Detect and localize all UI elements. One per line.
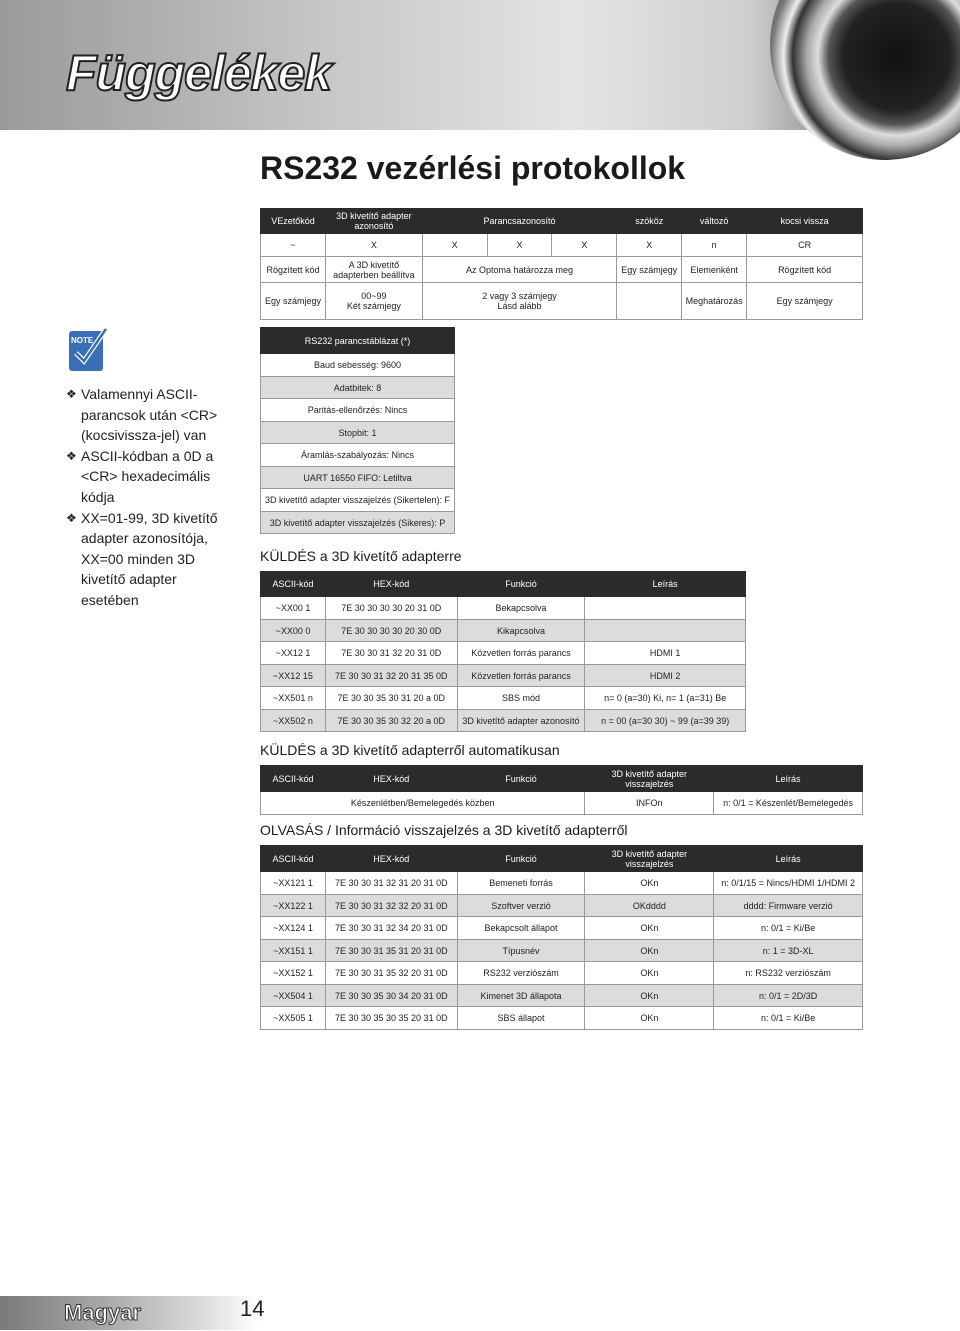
table-cell: n: 0/1/15 = Nincs/HDMI 1/HDMI 2 (714, 872, 863, 895)
table-cell: OKn (585, 985, 714, 1007)
table-cell: 7E 30 30 30 30 20 30 0D (325, 620, 457, 642)
header-cell: ASCII-kód (261, 766, 326, 792)
section-heading: KÜLDÉS a 3D kivetítő adapterről automatikusan (260, 742, 560, 758)
table-cell: Baud sebesség: 9600 (261, 354, 455, 377)
table-row (261, 710, 746, 732)
table-cell: ~XX124 1 (261, 917, 326, 940)
table-cell: 3D kivetítő adapter azonosító (457, 710, 585, 732)
table-cell: OKn (585, 917, 714, 940)
table-cell: Paritás-ellenőrzés: Nincs (261, 399, 455, 422)
cell-line: Lásd alább (497, 301, 542, 311)
header-cell: 3D kivetítő adapter visszajelzés (585, 846, 714, 872)
auto-table (260, 765, 863, 815)
header-cell: Leírás (714, 846, 863, 872)
table-cell: Készenlétben/Bemelegedés közben (261, 792, 585, 815)
table-cell: ~XX121 1 (261, 872, 326, 895)
table-cell: Közvetlen forrás parancs (457, 642, 585, 665)
table-cell: n = 00 (a=30 30) ~ 99 (a=39 39) (585, 710, 746, 732)
table-cell: ~XX502 n (261, 710, 326, 732)
table-cell: RS232 verziószám (457, 962, 585, 985)
table-cell: X (552, 234, 617, 257)
table-row (261, 642, 746, 665)
table-cell (585, 597, 746, 620)
table-cell: ~XX151 1 (261, 940, 326, 962)
header-cell: VEzetőkód (261, 209, 326, 234)
settings-table (260, 327, 455, 534)
note-text: ASCII-kódban a 0D a <CR> hexadecimális kódja (81, 447, 214, 505)
table-row (261, 665, 746, 687)
table-cell: n: 0/1 = Ki/Be (714, 1007, 863, 1030)
section-heading: KÜLDÉS a 3D kivetítő adapterre (260, 548, 462, 564)
format-table (260, 208, 863, 320)
table-row (261, 597, 746, 620)
table-cell: OKn (585, 1007, 714, 1030)
table-cell: CR (747, 234, 863, 257)
table-cell (325, 283, 422, 320)
cell-line: 00~99 (361, 291, 387, 301)
table-cell: OKdddd (585, 895, 714, 917)
header-cell: Leírás (585, 572, 746, 597)
table-cell: n: 0/1 = Ki/Be (714, 917, 863, 940)
table-cell: Elemenként (682, 257, 747, 283)
table-cell: Bemeneti forrás (457, 872, 585, 895)
header-cell: HEX-kód (325, 572, 457, 597)
table-cell: dddd: Firmware verzió (714, 895, 863, 917)
table-cell: Rögzített kód (261, 257, 326, 283)
table-cell: ~XX505 1 (261, 1007, 326, 1030)
table-cell: 7E 30 30 35 30 34 20 31 0D (325, 985, 457, 1007)
header-cell: ASCII-kód (261, 846, 326, 872)
table-cell: 7E 30 30 35 30 32 20 a 0D (325, 710, 457, 732)
table-row (261, 940, 863, 962)
header-cell: Parancsazonosító (422, 209, 617, 234)
page-title: RS232 vezérlési protokollok (260, 150, 686, 186)
footer-language: Magyar (64, 1300, 142, 1325)
table-row (261, 985, 863, 1007)
table-cell: 7E 30 30 31 32 31 20 31 0D (325, 872, 457, 895)
table-cell: ~ (261, 234, 326, 257)
table-cell (422, 283, 617, 320)
table-cell: ~XX504 1 (261, 985, 326, 1007)
cell-line: 2 vagy 3 számjegy (482, 291, 557, 301)
table-cell: 7E 30 30 35 30 31 20 a 0D (325, 687, 457, 710)
cell-line: Két számjegy (346, 301, 401, 311)
table-cell: Egy számjegy (261, 283, 326, 320)
table-cell: n= 0 (a=30) Ki, n= 1 (a=31) Be (585, 687, 746, 710)
header-cell: Funkció (457, 846, 585, 872)
table-cell: n: RS232 verziószám (714, 962, 863, 985)
send-table (260, 571, 746, 732)
table-cell: ~XX501 n (261, 687, 326, 710)
table-cell: 7E 30 30 31 35 32 20 31 0D (325, 962, 457, 985)
header-cell: Leírás (714, 766, 863, 792)
table-cell: SBS mód (457, 687, 585, 710)
note-text: XX=01-99, 3D kivetítő adapter azonosítója, XX=00 minden 3D kivetítő adapter esetében (81, 509, 218, 608)
header-cell: ASCII-kód (261, 572, 326, 597)
table-cell: OKn (585, 962, 714, 985)
table-cell: Meghatározás (682, 283, 747, 320)
note-item (66, 446, 236, 508)
table-row (261, 687, 746, 710)
table-cell: 7E 30 30 31 32 32 20 31 0D (325, 895, 457, 917)
note-item (66, 384, 236, 446)
table-cell: n (682, 234, 747, 257)
table-cell: Áramlás-szabályozás: Nincs (261, 444, 455, 467)
table-cell: 7E 30 30 31 32 34 20 31 0D (325, 917, 457, 940)
note-checkmark-icon (68, 327, 108, 373)
table-row (261, 917, 863, 940)
table-row (261, 620, 746, 642)
table-cell: ~XX122 1 (261, 895, 326, 917)
section-heading: OLVASÁS / Információ visszajelzés a 3D kivetítő adapterről (260, 822, 628, 838)
table-cell: Kikapcsolva (457, 620, 585, 642)
table-cell: Egy számjegy (617, 257, 682, 283)
table-cell: Bekapcsolt állapot (457, 917, 585, 940)
table-cell: Az Optoma határozza meg (422, 257, 617, 283)
note-text: Valamennyi ASCII-parancsok után <CR> (kocsivissza-jel) van (81, 386, 218, 444)
table-cell: n: 0/1 = 2D/3D (714, 985, 863, 1007)
table-cell: Közvetlen forrás parancs (457, 665, 585, 687)
header-cell: kocsi vissza (747, 209, 863, 234)
note-item (66, 508, 236, 611)
table-cell: X (487, 234, 552, 257)
table-cell: INFOn (585, 792, 714, 815)
table-cell: X (422, 234, 487, 257)
table-cell: ~XX12 1 (261, 642, 326, 665)
table-cell: Rögzített kód (747, 257, 863, 283)
table-cell: OKn (585, 872, 714, 895)
header-cell: változó (682, 209, 747, 234)
table-cell: 3D kivetítő adapter visszajelzés (Sikeres): P (261, 512, 455, 534)
table-cell: Stopbit: 1 (261, 422, 455, 444)
note-list (66, 384, 236, 611)
header-cell: HEX-kód (325, 766, 457, 792)
chapter-title: Függelékek (66, 45, 332, 101)
table-cell: 7E 30 30 31 32 20 31 0D (325, 642, 457, 665)
header-cell: HEX-kód (325, 846, 457, 872)
diamond-bullet-icon: ❖ (66, 448, 77, 463)
table-cell: ~XX152 1 (261, 962, 326, 985)
table-cell: X (325, 234, 422, 257)
table-cell: A 3D kivetítő adapterben beállítva (325, 257, 422, 283)
table-cell (585, 620, 746, 642)
table-cell: n: 1 = 3D-XL (714, 940, 863, 962)
lens-graphic (770, 0, 960, 160)
table-row (261, 872, 863, 895)
table-cell: n: 0/1 = Készenlét/Bemelegedés (714, 792, 863, 815)
table-cell: HDMI 2 (585, 665, 746, 687)
header-cell: Funkció (457, 766, 585, 792)
table-cell: OKn (585, 940, 714, 962)
table-cell: Típusnév (457, 940, 585, 962)
table-cell: UART 16550 FIFO: Letiltva (261, 467, 455, 489)
table-cell: 7E 30 30 35 30 35 20 31 0D (325, 1007, 457, 1030)
table-cell: ~XX12 15 (261, 665, 326, 687)
table-cell (617, 283, 682, 320)
diamond-bullet-icon: ❖ (66, 387, 77, 401)
table-cell: Egy számjegy (747, 283, 863, 320)
header-cell: Funkció (457, 572, 585, 597)
table-cell: 7E 30 30 31 35 31 20 31 0D (325, 940, 457, 962)
table-cell: HDMI 1 (585, 642, 746, 665)
table-cell: Bekapcsolva (457, 597, 585, 620)
header-cell: 3D kivetítő adapter visszajelzés (585, 766, 714, 792)
table-row (261, 962, 863, 985)
diamond-bullet-icon: ❖ (66, 510, 77, 525)
table-cell: 7E 30 30 30 30 20 31 0D (325, 597, 457, 620)
table-cell: 7E 30 30 31 32 20 31 35 0D (325, 665, 457, 687)
read-table (260, 845, 863, 1030)
header-cell: RS232 parancstáblázat (*) (261, 328, 455, 354)
table-cell: ~XX00 1 (261, 597, 326, 620)
table-cell: X (617, 234, 682, 257)
table-row (261, 792, 863, 815)
table-cell: Adatbitek: 8 (261, 377, 455, 399)
table-row (261, 895, 863, 917)
table-cell: Szoftver verzió (457, 895, 585, 917)
table-cell: 3D kivetítő adapter visszajelzés (Sikertelen): F (261, 489, 455, 512)
header-cell: 3D kivetítő adapter azonosító (325, 209, 422, 234)
table-row (261, 1007, 863, 1030)
note-icon-label: NOTE (71, 336, 94, 345)
page-number: 14 (240, 1296, 265, 1321)
table-cell: Kimenet 3D állapota (457, 985, 585, 1007)
table-cell: ~XX00 0 (261, 620, 326, 642)
table-cell: SBS állapot (457, 1007, 585, 1030)
header-cell: szóköz (617, 209, 682, 234)
